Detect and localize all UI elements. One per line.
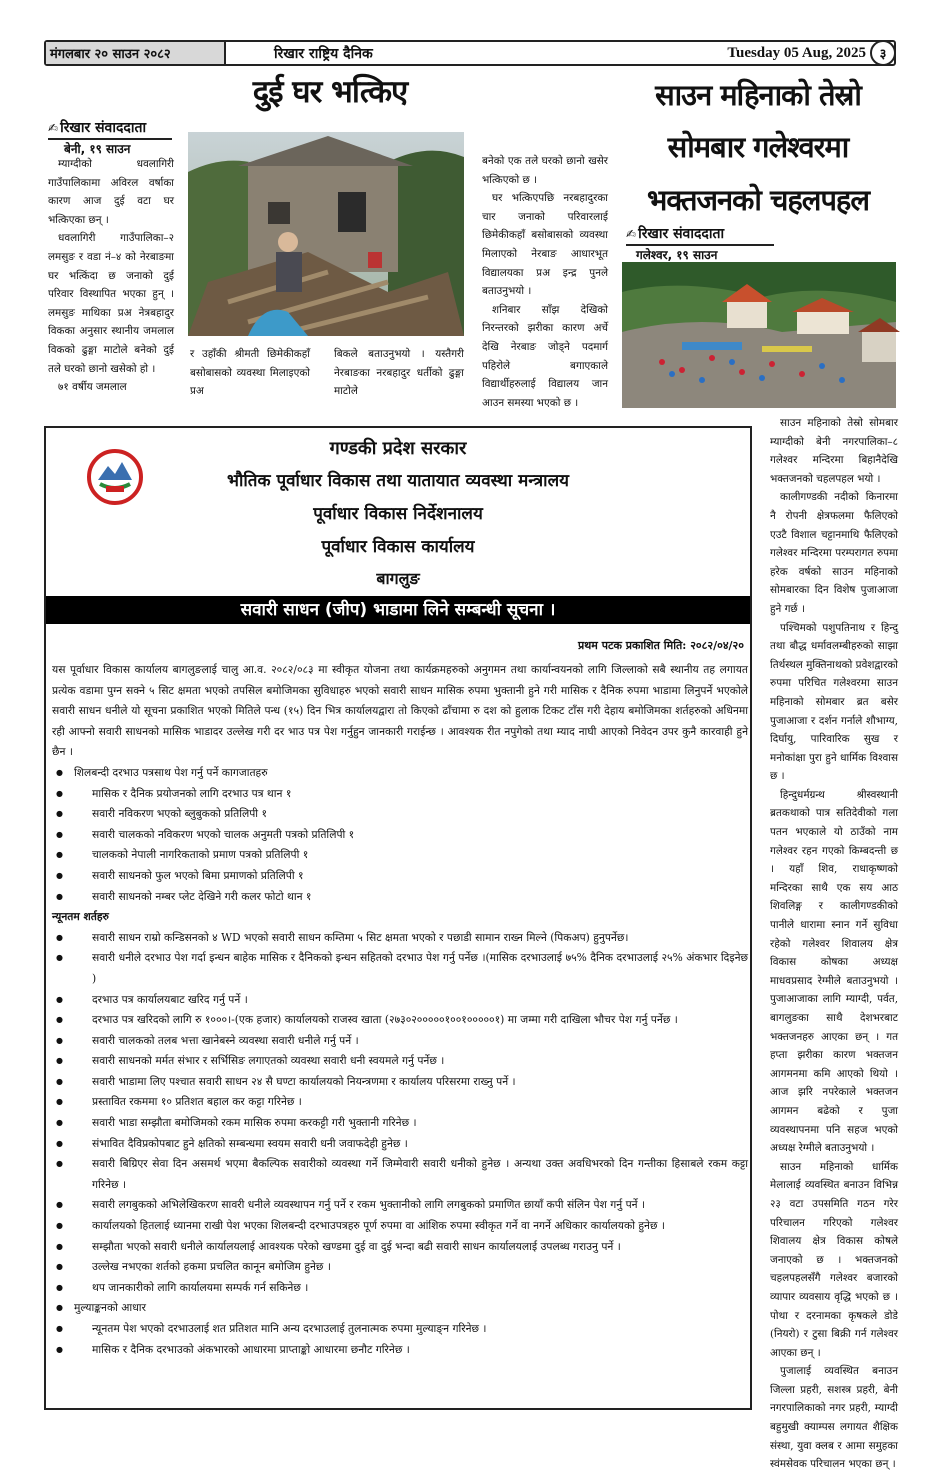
story1-column-3 [482, 152, 608, 412]
story1-column-under-photo-left [190, 345, 310, 401]
notice-office-location: बागलुङ [376, 569, 420, 588]
paragraph: र उहाँकी श्रीमती छिमेकीकहाँ बसोबासको व्यवस्था मिलाइएको प्रअ [190, 348, 310, 398]
paragraph: साउन महिनाको तेस्रो सोमबार म्याग्दीको बेनी नगरपालिका–८ गलेश्वर मन्दिरमा बिहानैदेखि भक्तजनको चहलपहल भयो । [770, 417, 898, 485]
masthead-paper-name: रिखार राष्ट्रिय दैनिक [274, 45, 373, 62]
notice-docs-heading: ● शिलबन्दी दरभाउ पत्रसाथ पेश गर्नु पर्ने कागजातहरु [52, 763, 748, 784]
list-item: ● सवारी साधनको नम्बर प्लेट देखिने गरी कलर फोटो थान १ [52, 887, 748, 908]
story1-byline-text: रिखार संवाददाता [60, 120, 147, 136]
paragraph: घर भत्किएपछि नरबहादुरका चार जनाको परिवारलाई छिमेकीकहाँ बसोबासको व्यवस्था मिलाएको नेरबाङ आधारभूत विद्यालयका प्रअ इन्द्र पुनले बताउनुभयो । [482, 192, 608, 298]
notice-ministry-name: भौतिक पूर्वाधार विकास तथा यातायात व्यवस्था मन्त्रालय [227, 471, 569, 491]
story2-byline-text: रिखार संवाददाता [638, 226, 725, 242]
paragraph: पश्चिमको पशुपतिनाथ र हिन्दु तथा बौद्ध धर्मावलम्बीहरुको साझा तिर्थस्थल मुक्तिनाथको प्रवेशद्वारको रुपमा परिचित गलेश्वरमा साउन महिनाको सोमबार ब्रत बसेर पुजाआजा र दर्शन गर्नाले शौभाग्य, दिर्घायु, पारिवारिक सुख र मनोकांक्षा पुरा हुने धार्मिक विश्वास छ । [770, 621, 898, 783]
paragraph: पुजालाई व्यवस्थित बनाउन जिल्ला प्रहरी, सशस्त्र प्रहरी, बेनी नगरपालिकाको नगर प्रहरी, म्याग्दी बहुमुखी क्याम्पस लगायत शैक्षिक संस्था, युवा क्लब र आमा समुहका स्वंमसेवक परिचालन भएका छन् । [770, 1365, 898, 1471]
notice-directorate-name: पूर्वाधार विकास निर्देशनालय [313, 504, 483, 524]
story1-dateline: बेनी, १९ साउन [64, 142, 131, 156]
list-item: ● मासिक र दैनिक प्रयोजनको लागि दरभाउ पत्र थान १ [52, 784, 748, 805]
notice-intro: यस पूर्वाधार विकास कार्यालय बागलुङलाई चालु आ.व. २०८२/०८३ मा स्वीकृत योजना तथा कार्यक्रमहरुको अनुगमन तथा कार्यान्वयनको लागि जिल्लाको सबै स्थानीय तह लगायत प्रत्येक वडामा पुग्न सक्ने ५ सिट क्षमता भएको तपसिल बमोजिमका सुविधाहरु भएको सवारी साधन मासिक रुपमा भुक्तानी हुने गरी मासिक र दैनिक रुपमा भाडामा लिनुपर्ने भएकोले सवारी साधन धनीले यो सूचना प्रकाशित भएको मितिले पन्ध (१५) दिन भित्र कार्यालयद्वारा तो किएको ढाँचामा रु दश को हुलाक टिकट टाँस गरी देहाय बमोजिमका शर्तहरुको अधिनमा रही आफ्नो सवारी साधनको मासिक भाडादर उल्लेख गरी दर भाउ पत्र पेश गर्नुहुन जानकारी गराईन्छ । आवश्यक रीत नपुगेको तथा म्याद नाघी आएको निवेदन उपर कुनै कारवाही हुने छैन । [52, 663, 748, 759]
notice-docs-list [52, 763, 748, 907]
government-notice [44, 426, 752, 1410]
list-item: ● कार्यालयको हितलाई ध्यानमा राखी पेश भएका शिलबन्दी दरभाउपत्रहरु पूर्ण रुपमा वा आंशिक रुपमा स्वीकृत गर्ने वा नगर्ने अधिकार कार्यालयको हुनेछ । [52, 1216, 748, 1237]
masthead-date-english: Tuesday 05 Aug, 2025 [727, 44, 866, 61]
list-item: ● सवारी चालकको नविकरण भएको चालक अनुमती पत्रको प्रतिलिपी १ [52, 825, 748, 846]
list-item: ● दरभाउ पत्र खरिदको लागि रु १०००।-(एक हजार) कार्यालयको राजस्व खाता (२७३०२०००००१००१०००००१) मा जम्मा गरी दाखिला भौचर पेश गर्नु पर्नेछ । [52, 1010, 748, 1031]
list-item: ● सवारी लगबुकको अभिलेखिकरण सावरी धनीले व्यवस्थापन गर्नु पर्ने र रकम भुक्तानीको लागि लगबुकको प्रमाणित छायाँ कपी संलिन पेश गर्नु पर्ने । [52, 1195, 748, 1216]
list-item: ● संभावित दैविप्रकोपबाट हुने क्षतिको सम्बन्धमा स्वयम सवारी धनी जवाफदेही हुनेछ । [52, 1134, 748, 1155]
story2-headline-line-1: साउन महिनाको तेस्रो [655, 78, 861, 112]
paragraph: बिकले बताउनुभयो । यस्तैगरी नेरबाङका नरबहादुर धर्तीको ढुङ्गा माटोले [334, 348, 464, 398]
notice-office-name: पूर्वाधार विकास कार्यालय [321, 537, 475, 557]
notice-terms-heading: न्यूनतम शर्तहरु [52, 910, 109, 924]
paragraph: शनिबार साँझ देखिको निरन्तरको झरीका कारण अर्चे देखि नेरबाङ जोड्ने पदमार्ग पहिरोले बगाएकाले विद्यार्थीहरुलाई विद्यालय जान आउन समस्या भएको छ । [482, 303, 608, 409]
list-item: ● सवारी चालकको तलब भत्ता खानेबस्ने व्यवस्था सवारी धनीले गर्नु पर्ने । [52, 1031, 748, 1052]
paragraph: हिन्दुधर्मग्रन्थ श्रीस्वस्थानी ब्रतकथाको पात्र सतिदेवीको गला पतन भएकाले यो ठाउँको नाम गलेश्वर रहन गएको किम्बदन्ती छ । यहाँ शिव, राधाकृष्णको मन्दिरका साथै एक सय आठ शिवलिङ्ग र कालीगण्डकीको पानीले धारामा स्नान गर्ने सुविधा रहेको गलेश्वर शिवालय क्षेत्र विकास कोषका अध्यक्ष माधवप्रसाद रेग्मीले बताउनुभयो । पुजाआजाका लागि म्याग्दी, पर्वत, बागलुङका साथै देशभरबाट भक्तजनहरु आएका छन् । गत हप्ता झरीका कारण भक्तजन आगमनमा कमि आएको थियो । आज झरि नपरेकाले भक्तजन आगमन बढेको र पुजा व्यवस्थापनमा पनि सहज भएको अध्यक्ष रेग्मीले बताउनुभयो । [770, 788, 898, 1155]
list-item: ● सवारी साधनको मर्मत संभार र सर्भिसिङ लगाएतको व्यवस्था सवारी धनी स्वयमले गर्नु पर्नेछ । [52, 1051, 748, 1072]
paragraph: कालीगण्डकी नदीको किनारमा नै रोपनी क्षेत्रफलमा फैलिएको एउटै विशाल चट्टानमाथि फैलिएको गलेश्वर मन्दिरमा परम्परागत रुपमा हरेक वर्षको साउन महिनाको सोमबारका दिन विशेष पुजाआजा हुने गर्छ । [770, 491, 898, 615]
notice-eval-heading: ● मुल्याङ्कनको आधार [52, 1298, 748, 1319]
story1-byline [48, 118, 172, 140]
story2-headline-line-2: सोमबार गलेश्वरमा [667, 130, 849, 164]
list-item: ● सवारी भाडामा लिए पश्चात सवारी साधन २४ सै घण्टा कार्यालयको नियन्त्रणमा र कार्यालय परिसरमा राख्नु पर्ने । [52, 1072, 748, 1093]
pen-icon: ✍ [48, 121, 59, 135]
list-item: ● उल्लेख नभएका शर्तको हकमा प्रचलित कानून बमोजिम हुनेछ । [52, 1257, 748, 1278]
paragraph: ७१ वर्षीय जमलाल [58, 381, 127, 394]
notice-body [52, 660, 748, 1360]
page-number: ३ [870, 40, 896, 66]
list-item: ● मासिक र दैनिक दरभाउको अंकभारको आधारमा प्राप्ताङ्को आधारमा छनौट गरिनेछ । [52, 1340, 748, 1361]
list-item: ● सवारी साधनको फुल भएको बिमा प्रमाणको प्रतिलिपी १ [52, 866, 748, 887]
pen-icon: ✍ [626, 227, 637, 241]
masthead-date-nepali: मंगलबार २० साउन २०८२ [46, 42, 226, 64]
list-item: ● सवारी भाडा सम्झौता बमोजिमको रकम मासिक रुपमा करकट्टी गरी भुक्तानी गरिनेछ । [52, 1113, 748, 1134]
story1-column-1 [48, 155, 174, 397]
list-item: ● चालकको नेपाली नागरिकताको प्रमाण पत्रको प्रतिलिपी १ [52, 845, 748, 866]
list-item: ● सवारी धनीले दरभाउ पेश गर्दा इन्धन बाहेक मासिक र दैनिकको इन्धन सहितको दरभाउ पेश गर्नु पर्नेछ ।(मासिक दरभाउलाई ७५% दैनिक दरभाउलाई २५% अंकभार दिइनेछ ) [52, 948, 748, 989]
list-item: ● थप जानकारीको लागि कार्यालयमा सम्पर्क गर्न सकिनेछ । [52, 1278, 748, 1299]
paragraph: साउन महिनाको धार्मिक मेलालाई व्यवस्थित बनाउन विभिन्न २३ वटा उपसमिति गठन गरेर परिचालन गरिएको गलेश्वर शिवालय क्षेत्र विकास कोषले जनाएको छ । भक्तजनको चहलपहलसँगै गलेश्वर बजारको व्यापार व्यवसाय वृद्धि भएको छ । पोथा र दरनामका कृषकले डोडे (नियरो) र टुसा बिक्री गर्न गलेश्वर आएका छन् । [770, 1160, 898, 1359]
paragraph: धवलागिरी गाउँपालिका–२ लमसुङ र वडा नं–४ को नेरबाङमा घर भत्किंदा छ जनाको दुई परिवार विस्थापित भएका हुन् । लमसुङ माथिका प्रअ नेत्रबहादुर विकका अनुसार स्थानीय जमलाल विकको ढुङ्गा माटोले बनेको दुई तले घरको छानो खसेको हो । [48, 232, 174, 375]
list-item: ● न्यूनतम पेश भएको दरभाउलाई शत प्रतिशत मानि अन्य दरभाउलाई तुलनात्मक रुपमा मुल्याङ्न गरिनेछ । [52, 1319, 748, 1340]
list-item: ● सवारी बिग्रिएर सेवा दिन असमर्थ भएमा बैकल्पिक सवारीको व्यवस्था गर्ने जिम्मेवारी सवारी धनीको हुनेछ । अन्यथा उक्त अवधिभरको दिन गन्तीका हिसाबले रकम कट्टा गरिनेछ । [52, 1154, 748, 1195]
damaged-house-photo [188, 132, 464, 336]
list-item: ● सवारी साधन राम्रो कन्डिसनको ४ WD भएको सवारी साधन कम्तिमा ५ सिट क्षमता भएको र पछाडी सामान राख्न मिल्ने (पिकअप) हुनुपर्नेछ। [52, 928, 748, 949]
story1-column-under-photo-right [334, 345, 464, 401]
temple-crowd-photo [622, 262, 896, 408]
list-item: ● सवारी नविकरण भएको ब्लुबुकको प्रतिलिपी १ [52, 804, 748, 825]
paragraph: बनेको एक तले घरको छानो खसेर भत्किएको छ । [482, 155, 608, 186]
notice-government-name: गण्डकी प्रदेश सरकार [329, 438, 467, 459]
masthead [44, 40, 896, 66]
list-item: ● सम्झौता भएको सवारी धनीले कार्यालयलाई आवश्यक परेको खण्डमा दुई वा दुई भन्दा बढी सवारी साधन कार्यालयलाई उपलब्ध गराउनु पर्ने । [52, 1237, 748, 1258]
story2-byline [626, 224, 774, 246]
notice-title-banner: सवारी साधन (जीप) भाडामा लिने सम्बन्धी सूचना । [46, 596, 750, 624]
notice-terms-list [52, 928, 748, 1360]
story2-dateline: गलेश्वर, १९ साउन [636, 248, 718, 262]
story2-headline-line-3: भक्तजनको चहलपहल [647, 183, 869, 217]
notice-published-date: प्रथम पटक प्रकाशित मिति: २०८२/०४/२० [578, 639, 744, 652]
paragraph: म्याग्दीको धवलागिरी गाउँपालिकामा अविरल वर्षाका कारण आज दुई वटा घर भत्किएका छन् । [48, 158, 174, 226]
story1-headline: दुई घर भत्किए [252, 74, 408, 110]
story2-column [770, 414, 898, 1474]
list-item: ● दरभाउ पत्र कार्यालयबाट खरिद गर्नु पर्ने । [52, 990, 748, 1011]
list-item: ● प्रस्तावित रकममा १० प्रतिशत बहाल कर कट्टा गरिनेछ । [52, 1092, 748, 1113]
